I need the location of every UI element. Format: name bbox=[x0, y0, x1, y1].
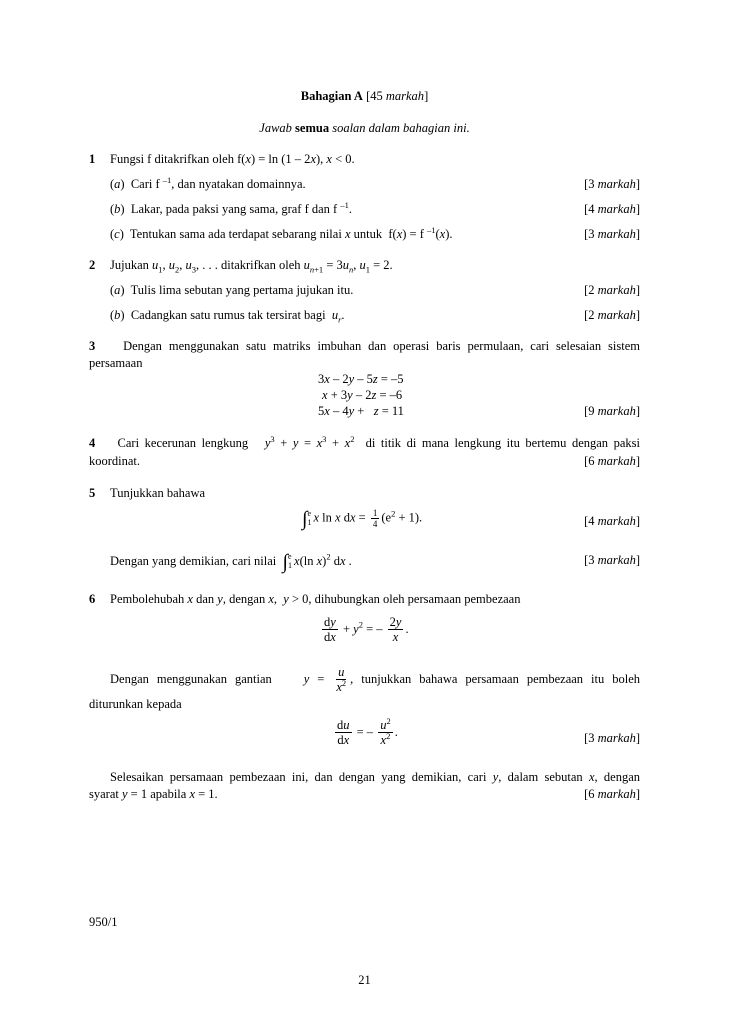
question-6-marks-1: [3 markah] bbox=[584, 731, 640, 745]
question-6-marks-2: [6 markah] bbox=[584, 787, 640, 801]
question-4-line2: koordinat. bbox=[89, 454, 141, 468]
question-6-diturunkan: diturunkan kepada bbox=[89, 697, 182, 711]
question-2a-marks: [2 markah] bbox=[584, 283, 640, 297]
question-2b-marks: [2 markah] bbox=[584, 308, 640, 322]
question-6-solve-line1: Selesaikan persamaan pembezaan ini, dan dengan yang demikian, cari y, dalam sebutan x, dengan bbox=[110, 770, 640, 784]
page-number: 21 bbox=[358, 973, 371, 987]
question-2a: (a) Tulis lima sebutan yang pertama jujukan itu. bbox=[110, 283, 354, 297]
question-2-stem: Jujukan $u_1$, $u_2$, $u_3$, . . . ditakrifkan oleh $u_{n+1} = 3u_n$, $u_1 = 2$. bbox=[110, 258, 393, 275]
question-4-line1: 4 Cari kecerunan lengkung $y^3 + y = x^3 + x^2$ di titik di mana lengkung itu bertemu dengan paksi bbox=[89, 433, 640, 450]
equation-1: 3x – 2y – 5z = –5 bbox=[318, 372, 404, 386]
integral-1: ∫ e 1 x ln x dx = $\frac{1}{4}$ $(e^2 + 1)$. bbox=[302, 507, 423, 530]
question-6-stem: Pembolehubah x dan y, dengan x, y > 0, dihubungkan oleh persamaan pembezaan bbox=[110, 592, 521, 606]
question-5-marks-2: [3 markah] bbox=[584, 553, 640, 567]
equation-3: 5x – 4y + z = 11 bbox=[318, 404, 404, 418]
differential-equation-1: $\frac{dy}{dx}$ + $y^2$ = – $\frac{2y}{x}$ . bbox=[324, 615, 409, 645]
question-3-line2: persamaan bbox=[89, 356, 143, 370]
question-3-marks: [9 markah] bbox=[584, 404, 640, 418]
question-1c-marks: [3 markah] bbox=[584, 227, 640, 241]
question-1-number: 1 bbox=[89, 152, 96, 166]
curve-equation: $y^3 + y = x^3 + x^2$ bbox=[264, 433, 355, 450]
question-4-marks: [6 markah] bbox=[584, 454, 640, 468]
question-5-number: 5 bbox=[89, 486, 96, 500]
equation-2: x + 3y – 2z = –6 bbox=[322, 388, 403, 402]
question-5-marks-1: [4 markah] bbox=[584, 514, 640, 528]
question-6-number: 6 bbox=[89, 592, 96, 606]
section-instruction: Jawab semua soalan dalam bahagian ini. bbox=[259, 121, 470, 135]
question-3-line1: 3 Dengan menggunakan satu matriks imbuhan dan operasi baris permulaan, cari selesaian sistem bbox=[89, 339, 641, 353]
question-2b: (b) Cadangkan satu rumus tak tersirat bagi $u_r$. bbox=[110, 308, 345, 325]
differential-equation-2: $\frac{du}{dx}$ = – $\frac{u^2}{x^2}$ . bbox=[337, 715, 398, 748]
question-5-stem: Tunjukkan bahawa bbox=[110, 486, 206, 500]
question-1b-marks: [4 markah] bbox=[584, 202, 640, 216]
question-6-substitution-line: Dengan menggunakan gantian y = $\frac{u}{x^2}$ , tunjukkan bahawa persamaan pembezaan itu boleh bbox=[110, 665, 640, 695]
question-1c: (c) Tentukan sama ada terdapat sebarang nilai x untuk f(x) = f $^{-1}$(x). bbox=[110, 224, 453, 241]
question-5-part2: Dengan yang demikian, cari nilai ∫ e 1 x(ln x)$^2$ dx . bbox=[110, 551, 352, 573]
question-2-number: 2 bbox=[89, 258, 96, 272]
question-6-solve-line2: syarat y = 1 apabila x = 1. bbox=[89, 787, 218, 801]
question-1a: (a) Cari f $^{-1}$, dan nyatakan domainnya. bbox=[110, 174, 306, 191]
question-1b: (b) Lakar, pada paksi yang sama, graf f dan f $^{-1}$. bbox=[110, 199, 352, 216]
section-heading: Bahagian A [45 markah] bbox=[300, 89, 429, 103]
paper-code: 950/1 bbox=[89, 915, 118, 929]
question-1a-marks: [3 markah] bbox=[584, 177, 640, 191]
question-1-stem: Fungsi f ditakrifkan oleh f(x) = ln (1 – 2x), x < 0. bbox=[110, 152, 355, 166]
